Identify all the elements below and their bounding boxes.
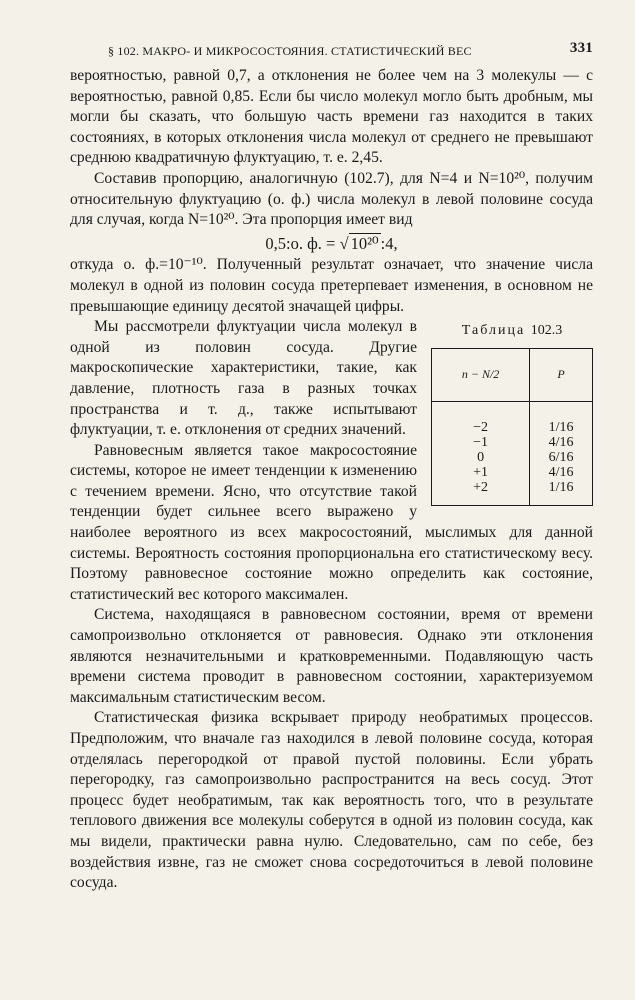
table-102-3	[431, 348, 593, 506]
table-cell: 4/16	[548, 434, 574, 450]
running-header	[70, 38, 593, 66]
table-cell: +2	[473, 479, 489, 495]
table-cell: +1	[473, 464, 489, 480]
body-text	[70, 66, 593, 894]
table-col-deviation	[432, 401, 530, 505]
paragraph-1: вероятностью, равной 0,7, а отклонения не более чем на 3 молекулы — с вероятностью, равной 0,85. Если бы число молекул могло быть дробным, мы могли бы сказать, что большую часть времени газ находится в таких состояниях, в которых отклонения числа молекул от среднего не превышают среднюю квадратичную флуктуацию, т. е. 2,45.	[70, 67, 593, 167]
paragraph-6: Система, находящаяся в равновесном состоянии, время от времени самопроизвольно отклоняется от равновесия. Однако эти отклонения являются незначительными и кратковременными. Подавляющую часть времени система проводит в равновесном состоянии, характеризуемом максимальным статистическим весом.	[70, 606, 593, 706]
table-cell: −1	[473, 434, 489, 450]
formula-right: :4,	[380, 233, 398, 253]
paragraph-5: Равновесным является такое макросостояние системы, которое не имеет тенденции к изменению с течением времени. Ясно, что отсутствие такой тенденции будет сильнее всего выражено у наиболее вероятного из всех макросостояний, мыслимых для данной системы. Вероятность состояния пропорциональна его статистическому весу. Поэтому равновесное состояние можно определить как состояние, статистический вес которого максимален.	[70, 441, 593, 603]
table-caption	[431, 321, 593, 342]
table-cell: 4/16	[548, 464, 574, 480]
table-header-deviation: n − N/2	[432, 348, 530, 401]
table-caption-number: 102.3	[530, 323, 563, 339]
table-cell: 6/16	[548, 449, 574, 465]
paragraph-2: Составив пропорцию, аналогичную (102.7), для N=4 и N=10²⁰, получим относительную флуктуацию (о. ф.) числа молекул в левой половине сосуда для случая, когда N=10²⁰. Эта пропорция имеет вид	[70, 169, 593, 229]
formula-left: 0,5:о. ф. =	[265, 233, 336, 253]
radical-sign: √	[339, 233, 349, 253]
section-title: § 102. МАКРО- И МИКРОСОСТОЯНИЯ. СТАТИСТИЧЕСКИЙ ВЕС	[108, 44, 472, 58]
paragraph-3: откуда о. ф.=10⁻¹⁰. Полученный результат означает, что значение числа молекул в одной из половин сосуда претерпевает изменения, в основном не превышающие единицу десятой значащей цифры.	[70, 256, 593, 315]
table-block	[431, 321, 593, 506]
table-cell: 1/16	[548, 419, 574, 435]
table-cell: 0	[477, 449, 485, 465]
table-caption-word: Таблица	[461, 323, 526, 339]
table-header-row	[432, 348, 593, 401]
table-cell: 1/16	[548, 479, 574, 495]
table-col-probability	[530, 401, 593, 505]
table-cell: −2	[473, 419, 489, 435]
table-body-row	[432, 401, 593, 505]
formula-radicand: 10²⁰	[350, 233, 379, 253]
table-header-probability: P	[530, 348, 593, 401]
paragraph-7: Статистическая физика вскрывает природу необратимых процессов. Предположим, что вначале газ находился в левой половине сосуда, которая отделялась перегородкой от правой пустой половины. Если убрать перегородку, газ самопроизвольно распространится на весь сосуд. Этот процесс будет необратимым, так как вероятность того, что в результате теплового движения все молекулы соберутся в одной из половин сосуда, как мы видели, практически равна нулю. Следовательно, сам по себе, без воздействия извне, газ не сможет снова сосредоточиться в левой половине сосуда.	[70, 709, 593, 892]
page-number: 331	[569, 40, 593, 56]
formula	[70, 234, 593, 255]
paragraph-4: Мы рассмотрели флуктуации числа молекул в одной из половин сосуда. Другие макроскопические характеристики, такие, как давление, плотность газа в разных точках пространства и т. д., также испытывают флуктуации, т. е. отклонения от средних значений.	[70, 318, 417, 439]
